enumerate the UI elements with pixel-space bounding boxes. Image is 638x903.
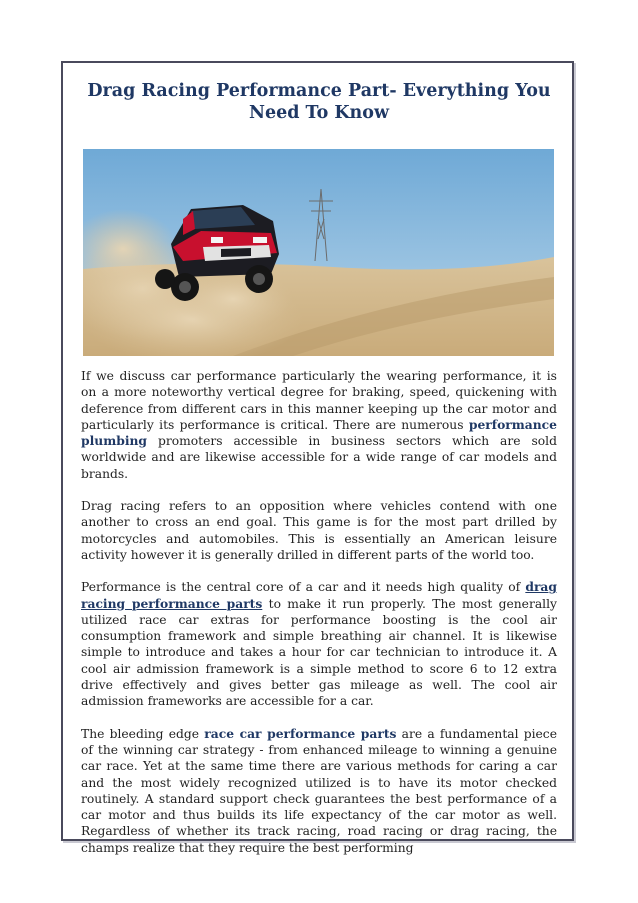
paragraph-4-text-end: are a fundamental piece of the winning car strategy - from enhanced mileage to winning a genuine car race. Yet at the same time there are various methods for caring a car and the most widely recognized utilized is to have its motor checked routinely. A standard support check guarantees the best performance of a car motor and thus builds its life expectancy of the car motor as well. Regardless of whether its track racing, road racing or drag racing, the champs realize that they require the best performing xyxy=(81,726,557,855)
paragraph-4-text: The bleeding edge xyxy=(81,726,205,741)
paragraph-3-text: Performance is the central core of a car and it needs high quality of xyxy=(81,580,526,595)
article-body xyxy=(81,368,557,872)
page-title: Drag Racing Performance Part- Everything You Need To Know xyxy=(87,81,551,123)
paragraph-1-text-end: promoters accessible in business sectors which are sold worldwide and are likewise accessible for a wide range of car models and brands. xyxy=(81,434,557,481)
paragraph-4 xyxy=(81,726,557,856)
paragraph-2: Drag racing refers to an opposition where vehicles contend with one another to cross an end goal. This game is for the most part drilled by motorcycles and automobiles. This is essentially an American leisure activity however it is generally drilled in different parts of the world too. xyxy=(81,499,557,562)
performance-plumbing-term: performance plumbing xyxy=(81,416,557,449)
rally-truck-photo xyxy=(83,149,554,356)
drag-racing-parts-link[interactable]: drag racing performance parts xyxy=(81,579,557,611)
paragraph-1 xyxy=(81,368,557,482)
rally-truck-photo-icon xyxy=(83,149,554,356)
paragraph-1-text: If we discuss car performance particularly the wearing performance, it is on a more noteworthy vertical degree for braking, speed, quickening with deference from different cars in this manner keeping up the car motor and particularly its performance is critical. There are numerous xyxy=(81,369,557,432)
paragraph-3-text-end: to make it run properly. The most generally utilized race car extras for performance boosting is the cool air consumption framework and simple breathing air channel. It is likewise simple to introduce and takes a hour for car technician to introduce it. A cool air admission framework is a simple method to score 6 to 12 extra drive effectively and gives better gas mileage as well. The cool air admission frameworks are accessible for a car. xyxy=(81,596,557,709)
paragraph-3 xyxy=(81,579,557,709)
race-car-parts-term: race car performance parts xyxy=(204,725,397,741)
